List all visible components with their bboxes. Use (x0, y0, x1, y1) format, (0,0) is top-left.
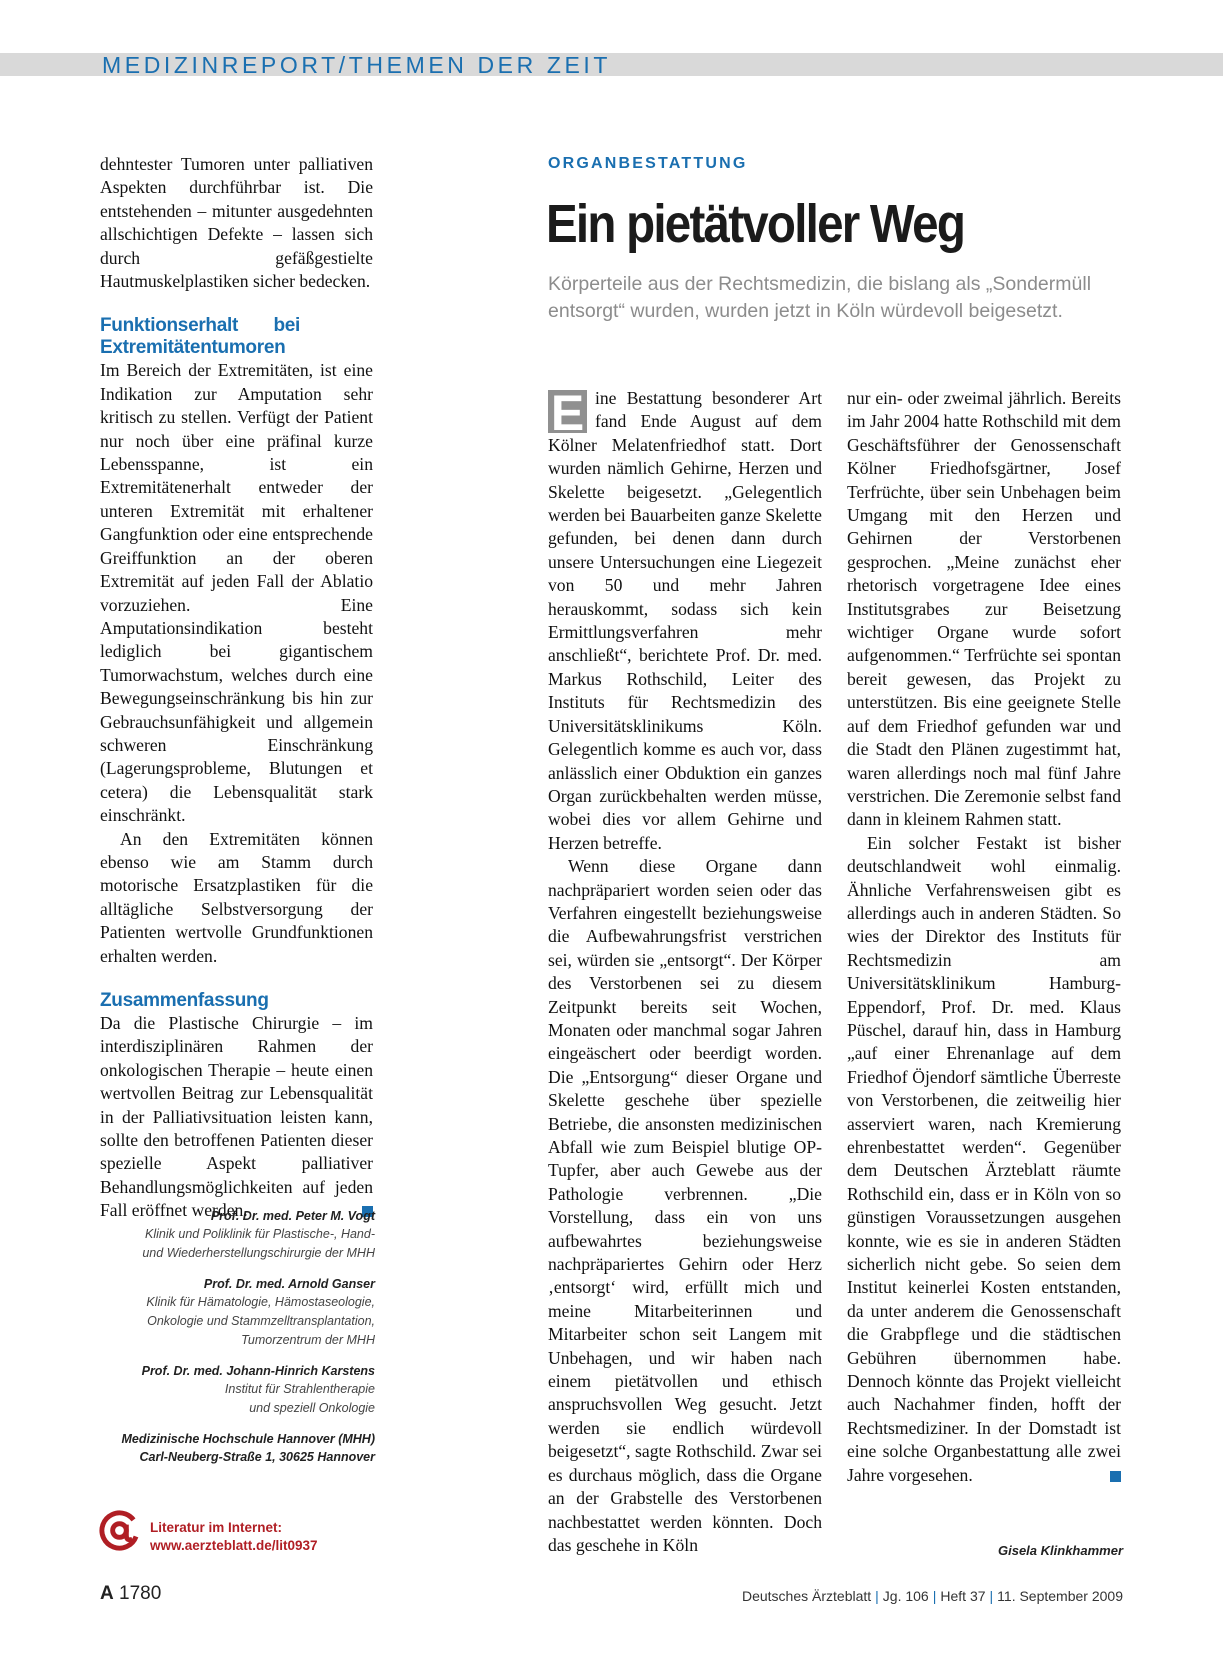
at-sign-icon (98, 1509, 141, 1552)
section-title: MEDIZINREPORT/THEMEN DER ZEIT (102, 52, 612, 78)
address-line: Carl-Neuberg-Straße 1, 30625 Hannover (139, 1450, 375, 1464)
article-kicker: ORGANBESTATTUNG (548, 155, 748, 172)
author-name: Prof. Dr. med. Arnold Ganser (203, 1277, 375, 1291)
author-institution: Onkologie und Stammzelltransplantation, (147, 1314, 375, 1328)
page-number (100, 1583, 161, 1605)
drop-cap: E (548, 390, 587, 433)
article-paragraph-text: Ein solcher Festakt ist bisher deutschlandweit wohl einmalig. Ähnliche Verfahrensweisen gibt es allerdings auch in anderen Städten. So wies der Direktor des Instituts für Rechtsmedizin am Universitätsklinikum Hamburg-Eppendorf, Prof. Dr. med. Klaus Püschel, darauf hin, dass in Hamburg „auf einer Ehrenanlage auf dem Friedhof Öjendorf sämtliche Überreste von Verstorbenen, die zeitweilig hier asserviert waren, nach Kremierung ehrenbestattet werden“. Gegenüber dem Deutschen Ärzteblatt räumte Rothschild ein, dass er in Köln von so günstigen Voraussetzungen ausgehen konnte, wie es sie in anderen Städten sicherlich nicht gebe. So seien dem Institut keinerlei Kosten entstanden, da unter anderem die Genossenschaft die Grabpflege und die städtischen Gebühren übernommen habe. Dennoch könnte das Projekt vielleicht auch Nachahmer finden, hofft der Rechtsmediziner. In der Domstadt ist eine solche Organbestattung alle zwei Jahre vorgesehen. (847, 832, 1121, 1485)
article-byline: Gisela Klinkhammer (998, 1543, 1123, 1558)
paragraph-extremitaeten: Im Bereich der Extremitäten, ist eine Indikation zur Amputation sehr kritisch zu stellen. Verfügt der Patient nur noch über eine präfinal kurze Lebensspanne, ist ein Extremitätenerhalt entweder der unteren Extremität mit erhaltener Gangfunktion oder eine entsprechende Greiffunktion an der oberen Extremität auf jeden Fall der Ablatio vorzuziehen. Eine Amputationsindikation besteht lediglich bei gigantischem Tumorwachstum, welches durch eine Bewegungseinschränkung bis hin zur Gebrauchsunfähigkeit und allgemein schweren Einschränkung (Lagerungsprobleme, Blutungen et cetera) die Lebensqualität stark einschränkt. (100, 360, 373, 826)
journal-date: 11. September 2009 (997, 1588, 1123, 1604)
author-institution: Tumorzentrum der MHH (241, 1333, 375, 1347)
page-prefix: A (100, 1583, 114, 1604)
article-column-2 (548, 387, 822, 1557)
author-name: Prof. Dr. med. Johann-Hinrich Karstens (141, 1364, 375, 1378)
article-subhead: Körperteile aus der Rechtsmedizin, die bislang als „Sondermüll entsorgt“ wurden, wurden jetzt in Köln würdevoll beigesetzt. (548, 273, 1092, 322)
author-institution: und Wiederherstellungschirurgie der MHH (142, 1246, 375, 1260)
author-block (100, 1207, 375, 1466)
author-name: Prof. Dr. med. Peter M. Vogt (210, 1209, 375, 1223)
heading-zusammenfassung: Zusammenfassung (100, 990, 269, 1011)
literature-link[interactable] (150, 1519, 318, 1555)
author-institution: und speziell Onkologie (249, 1401, 375, 1415)
literature-label: Literatur im Internet: (150, 1520, 283, 1535)
author-institution: Institut für Strahlentherapie (224, 1382, 375, 1396)
intro-paragraph: dehntester Tumoren unter palliativen Aspekten durchführbar ist. Die entstehenden – mitunter ausgedehnten allschichtigen Defekte – lassen sich durch gefäßgestielte Hautmuskelplastiken sicher bedecken. (100, 154, 373, 292)
paragraph-zusammenfassung (100, 1012, 373, 1223)
address-line: Medizinische Hochschule Hannover (MHH) (121, 1432, 375, 1446)
article-headline: Ein pietätvoller Weg (546, 194, 965, 254)
author-institution: Klinik für Hämatologie, Hämostaseologie, (146, 1295, 375, 1309)
article-paragraph (847, 832, 1121, 1487)
article-paragraph: Wenn diese Organe dann nachpräpariert worden seien oder das Verfahren eingestellt beziehungsweise die Aufbewahrungsfrist verstrichen sei, würden sie „entsorgt“. Der Körper des Verstorbenen sei zu diesem Zeitpunkt bereits seit Wochen, Monaten oder manchmal sogar Jahren eingeäschert oder beerdigt worden. Die „Entsorgung“ dieser Organe und Skelette geschehe über spezielle Betriebe, die ansonsten medizinischen Abfall wie zum Beispiel blutige OP-Tupfer, aber auch Gewebe aus der Pathologie verbrennen. „Die Vorstellung, dass ein von uns aufbewahrtes beziehungsweise nachpräpariertes Gehirn oder Herz ‚entsorgt‘ wird, erfüllt mich und meine Mitarbeiterinnen und Mitarbeiter schon seit Langem mit Unbehagen, und wir haben nach einem pietätvollen und ethisch anspruchsvollen Weg gesucht. Jetzt werden sie endlich würdevoll beigesetzt“, sagte Rothschild. Zwar sei es durchaus möglich, dass die Organe an der Grabstelle des Verstorbenen nachbestattet werden könnten. Doch das geschehe in Köln (548, 856, 822, 1555)
page-number-value: 1780 (119, 1583, 162, 1604)
literature-url[interactable]: www.aerzteblatt.de/lit0937 (150, 1538, 318, 1553)
author-institution: Klinik und Poliklinik für Plastische-, Hand- (145, 1227, 375, 1241)
journal-issue: Heft 37 (940, 1588, 986, 1604)
article-paragraph-text: ine Bestattung besonderer Art fand Ende August auf dem Kölner Melatenfriedhof statt. Dort wurden nämlich Gehirne, Herzen und Skelette beigesetzt. „Gelegentlich werden bei Bauarbeiten ganze Skelette gefunden, bei denen dann durch unsere Untersuchungen eine Liegezeit von 50 und mehr Jahren herauskommt, sodass sich kein Ermittlungsverfahren mehr anschließt“, berichtete Prof. Dr. med. Markus Rothschild, Leiter des Instituts für Rechtsmedizin des Universitätsklinikums Köln. Gelegentlich komme es auch vor, dass anlässlich einer Obduktion ein ganzes Organ zurückbehalten werden müsse, wobei dies vor allem Gehirne und Herzen betreffe. (548, 388, 822, 853)
summary-text: Da die Plastische Chirurgie – im interdisziplinären Rahmen der onkologischen Therapie – heute einen wertvollen Beitrag zur Lebensqualität in der Palliativsituation leisten kann, sollte den betroffenen Patienten dieser spezielle Aspekt palliativer Behandlungsmöglichkeiten auf jeden Fall eröffnet werden. (100, 1013, 373, 1221)
journal-volume: Jg. 106 (882, 1588, 929, 1604)
journal-name: Deutsches Ärzteblatt (741, 1588, 872, 1604)
left-column (100, 153, 373, 1223)
heading-funktionserhalt: Funktionserhalt bei Extremitätentumoren (100, 315, 300, 359)
paragraph-stamm: An den Extremitäten können ebenso wie am Stamm durch motorische Ersatzplastiken für die alltägliche Selbstversorgung der Patienten wertvolle Grundfunktionen erhalten werden. (100, 828, 373, 966)
article-paragraph (548, 387, 822, 855)
blue-square-icon (1110, 1471, 1121, 1482)
article-column-3 (847, 387, 1121, 1487)
article-paragraph: nur ein- oder zweimal jährlich. Bereits im Jahr 2004 hatte Rothschild mit dem Geschäftsführer der Genossenschaft Kölner Friedhofsgärtner, Josef Terfrüchte, über sein Unbehagen beim Umgang mit den Herzen und Gehirnen der Verstorbenen gesprochen. „Meine zunächst eher rhetorisch vorgetragene Idee eines Institutsgrabes zur Beisetzung wichtiger Organe wurde sofort aufgenommen.“ Terfrüchte sei spontan bereit gewesen, das Projekt zu unterstützen. Bis eine geeignete Stelle auf dem Friedhof gefunden war und die Stadt den Plänen zugestimmt hat, waren allerdings noch mal fünf Jahre verstrichen. Die Zeremonie selbst fand dann in kleinem Rahmen statt. (847, 388, 1121, 830)
journal-footer: Deutsches Ärzteblatt | Jg. 106 | Heft 37 | 11. September 2009 (741, 1588, 1123, 1604)
